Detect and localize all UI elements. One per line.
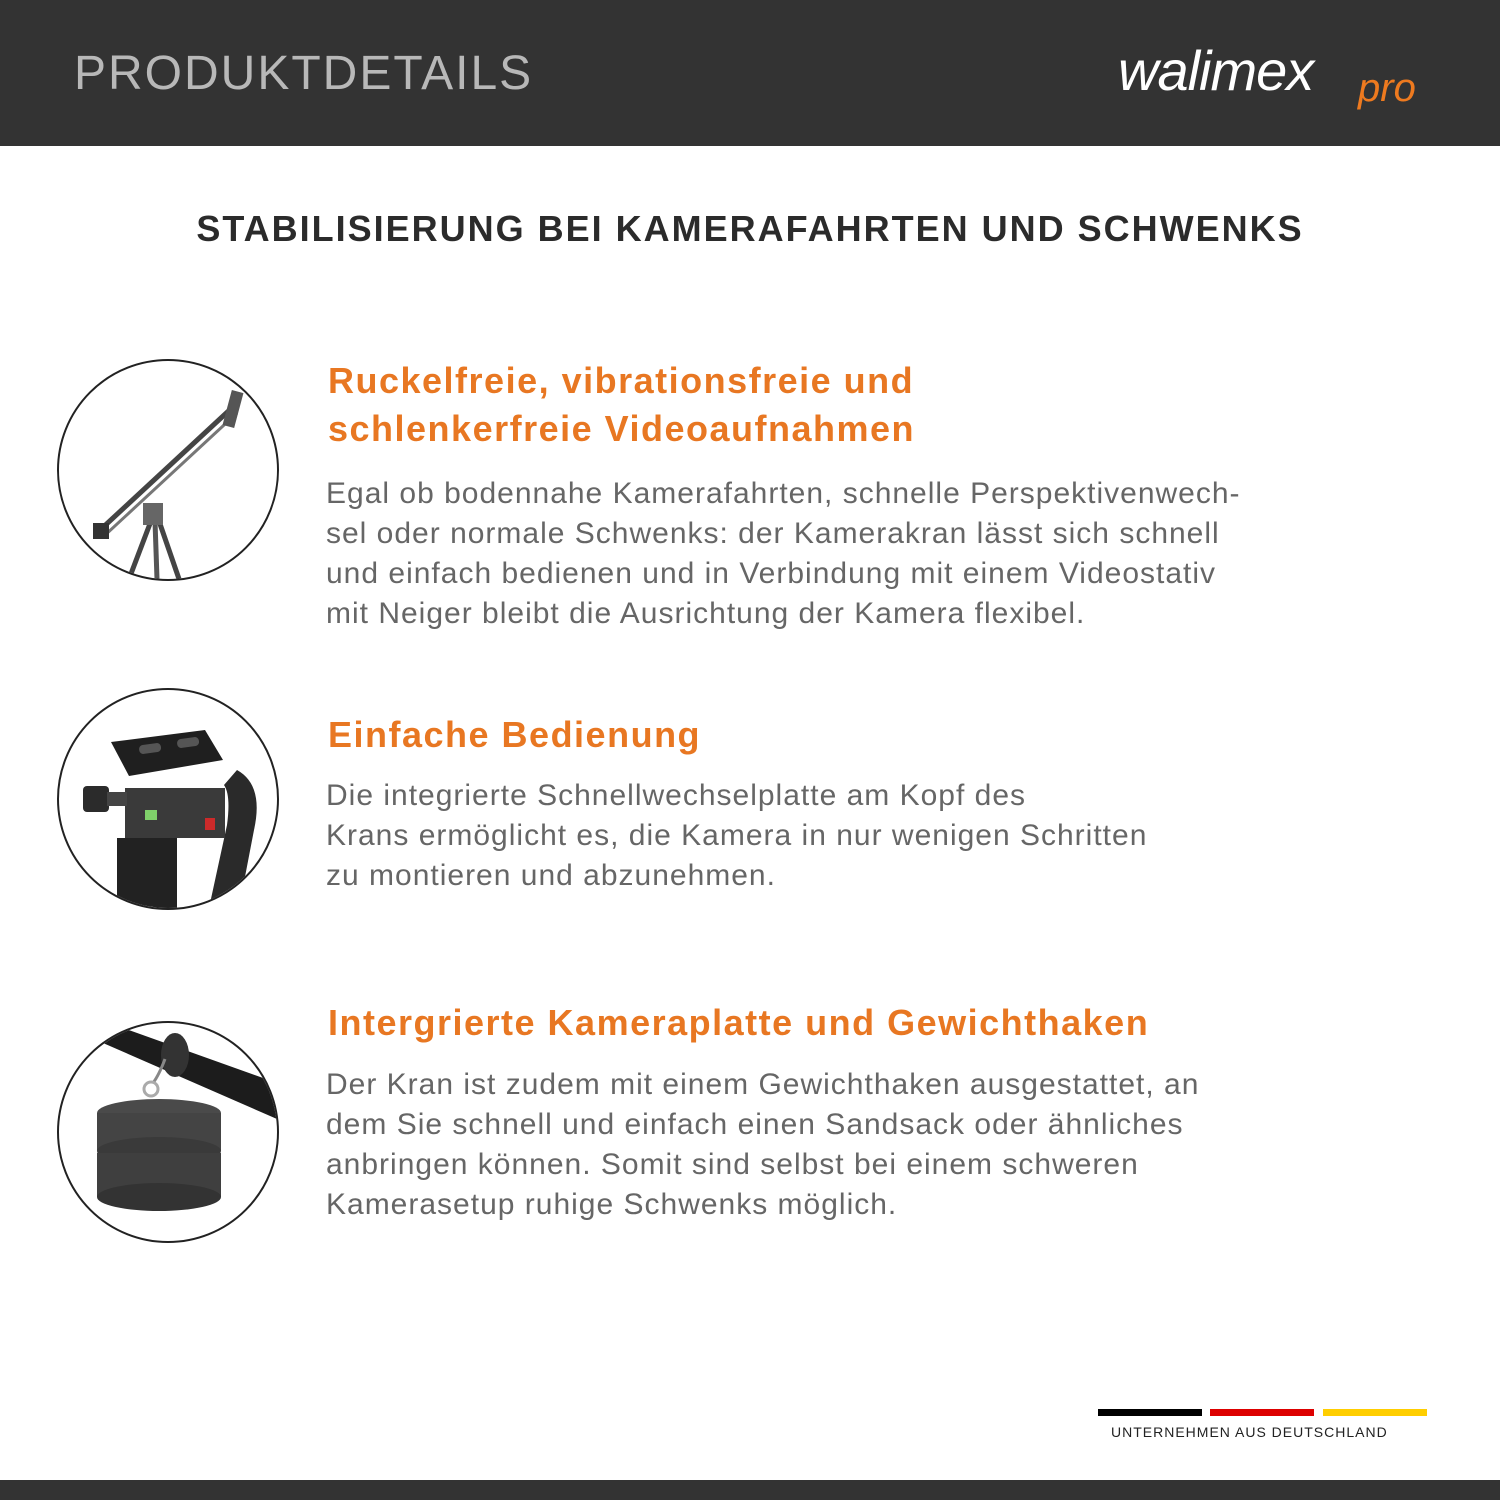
flag-stripe-red [1210, 1409, 1314, 1416]
section-headline: STABILISIERUNG BEI KAMERAFAHRTEN UND SCHWENKS [196, 208, 1304, 249]
flag-stripe-gold [1323, 1409, 1427, 1416]
made-in-germany-label: UNTERNEHMEN AUS DEUTSCHLAND [1111, 1424, 1388, 1440]
feature-title: Ruckelfreie, vibrationsfreie und schlenkerfreie Videoaufnahmen [328, 360, 916, 449]
header-bar [0, 0, 1500, 146]
feature-title: Intergrierte Kameraplatte und Gewichthaken [328, 1002, 1150, 1043]
flag-stripe-black [1098, 1409, 1202, 1416]
bottom-bar [0, 1480, 1500, 1500]
logo-brand: walimex [1118, 39, 1314, 102]
feature-description: Der Kran ist zudem mit einem Gewichthaken ausgestattet, an dem Sie schnell und einfach einen Sandsack oder ähnliches anbringen können. Somit sind selbst bei einem schweren Kamerasetup ruhige Schwenks möglich. [326, 1068, 1200, 1221]
quick-release-plate-icon [57, 688, 279, 910]
camera-crane-icon [57, 359, 279, 581]
walimex-pro-logo [1118, 38, 1438, 118]
page-title: PRODUKTDETAILS [74, 47, 534, 100]
feature-description: Die integrierte Schnellwechselplatte am Kopf des Krans ermöglicht es, die Kamera in nur wenigen Schritten zu montieren und abzunehmen. [326, 779, 1148, 892]
logo-suffix: pro [1358, 66, 1416, 110]
feature-title: Einfache Bedienung [328, 714, 702, 755]
feature-description: Egal ob bodennahe Kamerafahrten, schnelle Perspektivenwech- sel oder normale Schwenks: der Kamerakran lässt sich schnell und einfach bedienen und in Verbindung mit einem Videostativ mit Neiger bleibt die Ausrichtung der Kamera flexibel. [326, 477, 1241, 630]
weight-hook-icon [57, 1021, 279, 1243]
